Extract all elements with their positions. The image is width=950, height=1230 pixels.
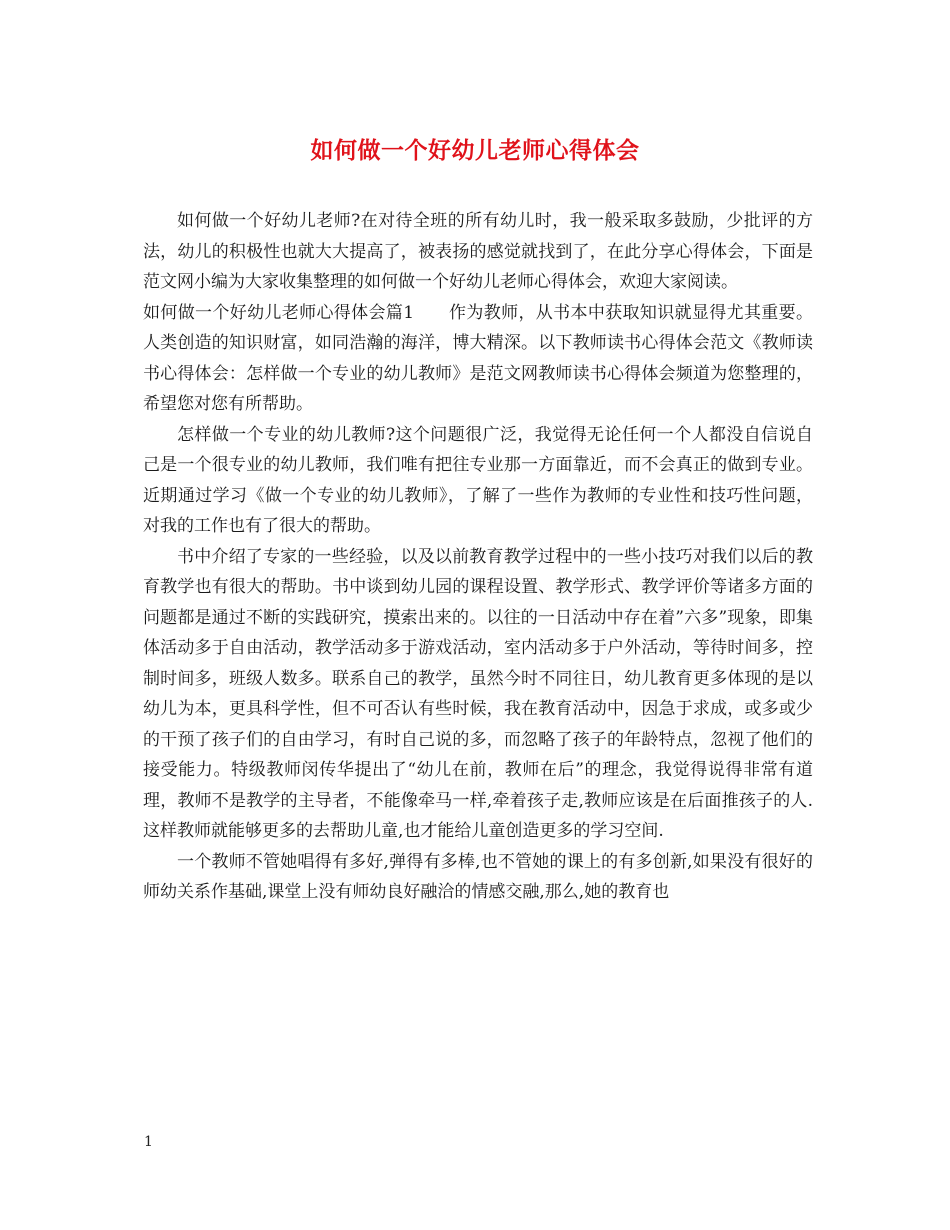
document-body [143, 206, 813, 908]
paragraph-teacher-relationship: 一个教师不管她唱得有多好,弹得有多棒,也不管她的课上的有多创新,如果没有很好的师幼关系作基础,课堂上没有师幼良好融洽的情感交融,那么,她的教育也 [143, 851, 813, 902]
paragraph-professional-teacher: 怎样做一个专业的幼儿教师?这个问题很广泛，我觉得无论任何一个人都没自信说自己是一个很专业的幼儿教师，我们唯有把往专业那一方面靠近，而不会真正的做到专业。近期通过学习《做一个专业的幼儿教师》，了解了一些作为教师的专业性和技巧性问题，对我的工作也有了很大的帮助。 [143, 424, 813, 536]
page-title: 如何做一个好幼儿老师心得体会 [310, 137, 640, 164]
paragraph-intro: 如何做一个好幼儿老师?在对待全班的所有幼儿时，我一般采取多鼓励，少批评的方法，幼儿的积极性也就大大提高了，被表扬的感觉就找到了，在此分享心得体会，下面是范文网小编为大家收集整理的如何做一个好幼儿老师心得体会，欢迎大家阅读。 [143, 211, 813, 292]
paragraph-book-experience: 书中介绍了专家的一些经验，以及以前教育教学过程中的一些小技巧对我们以后的教育教学也有很大的帮助。书中谈到幼儿园的课程设置、教学形式、教学评价等诸多方面的问题都是通过不断的实践研究，摸索出来的。以往的一日活动中存在着”六多”现象，即集体活动多于自由活动，教学活动多于游戏活动，室内活动多于户外活动，等待时间多，控制时间多，班级人数多。联系自己的教学，虽然今时不同往日，幼儿教育更多体现的是以幼儿为本，更具科学性，但不可否认有些时候，我在教育活动中，因急于求成，或多或少的干预了孩子们的自由学习，有时自己说的多，而忽略了孩子的年龄特点，忽视了他们的接受能力。特级教师闵传华提出了“幼儿在前，教师在后”的理念，我觉得说得非常有道理，教师不是教学的主导者，不能像牵马一样,牵着孩子走,教师应该是在后面推孩子的人.这样教师就能够更多的去帮助儿童,也才能给儿童创造更多的学习空间. [143, 546, 813, 841]
page-number: 1 [144, 1134, 153, 1150]
paragraph-article-1: 如何做一个好幼儿老师心得体会篇1 作为教师，从书本中获取知识就显得尤其重要。人类创造的知识财富，如同浩瀚的海洋，博大精深。以下教师读书心得体会范文《教师读书心得体会：怎样做一个专业的幼儿教师》是范文网教师读书心得体会频道为您整理的，希望您对您有所帮助。 [143, 302, 813, 414]
